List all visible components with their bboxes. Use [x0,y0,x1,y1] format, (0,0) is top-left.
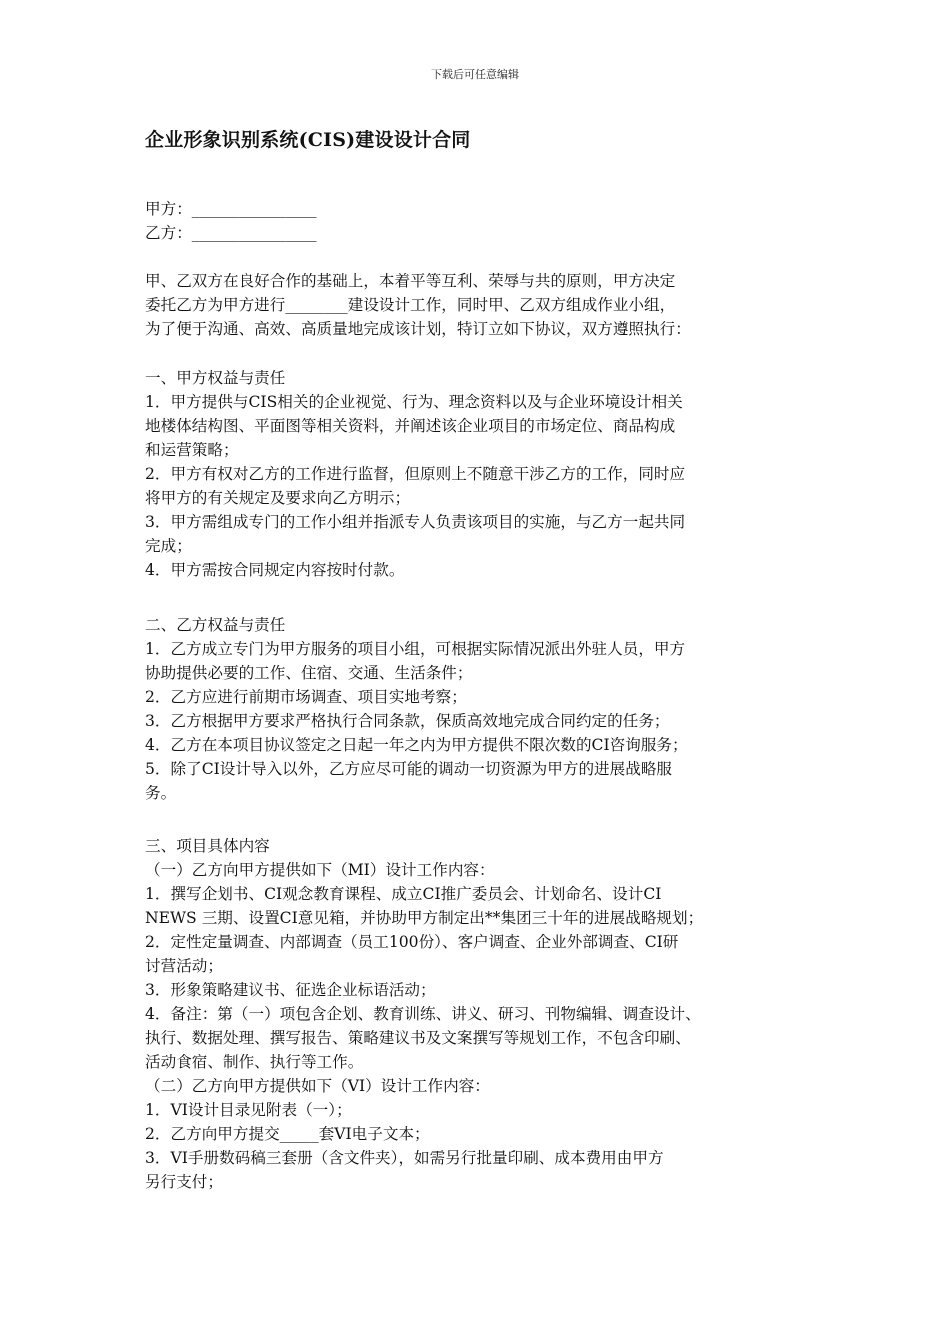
subsection-heading: （一）乙方向甲方提供如下（MI）设计工作内容： [145,861,495,879]
parties-block [145,197,825,245]
section-line: 务。 [145,784,177,802]
section-line: 2．甲方有权对乙方的工作进行监督，但原则上不随意干涉乙方的工作，同时应 [145,465,686,483]
intro-line: 委托乙方为甲方进行________建设设计工作，同时甲、乙双方组成作业小组， [145,296,676,314]
section-line: 1．乙方成立专门为甲方服务的项目小组，可根据实际情况派出外驻人员，甲方 [145,640,686,658]
party-a-line: 甲方：________________ [145,200,317,218]
subsection-heading: （二）乙方向甲方提供如下（VI）设计工作内容： [145,1077,490,1095]
section-project-content [145,834,825,1194]
section-line: 3．形象策略建议书、征选企业标语活动； [145,981,436,999]
intro-line: 为了便于沟通、高效、高质量地完成该计划，特订立如下协议，双方遵照执行： [145,320,691,338]
party-b-line: 乙方：________________ [145,224,317,242]
section-line: 2．乙方向甲方提交_____套VI电子文本； [145,1125,430,1143]
section-heading: 一、甲方权益与责任 [145,369,286,387]
section-line: 2．乙方应进行前期市场调查、项目实地考察； [145,688,467,706]
header-note: 下载后可任意编辑 [431,68,519,81]
section-line: 1．VI设计目录见附表（一）； [145,1101,352,1119]
section-party-a-duties [145,366,825,582]
intro-line: 甲、乙双方在良好合作的基础上，本着平等互利、荣辱与共的原则，甲方决定 [145,272,676,290]
section-line: 执行、数据处理、撰写报告、策略建议书及文案撰写等规划工作，不包含印刷、 [145,1029,691,1047]
section-line: 4．备注：第（一）项包含企划、教育训练、讲义、研习、刊物编辑、调查设计、 [145,1005,701,1023]
section-line: 5．除了CI设计导入以外，乙方应尽可能的调动一切资源为甲方的进展战略服 [145,760,673,778]
section-line: 地楼体结构图、平面图等相关资料，并阐述该企业项目的市场定位、商品构成 [145,417,676,435]
section-line: 另行支付； [145,1173,223,1191]
section-line: 4．乙方在本项目协议签定之日起一年之内为甲方提供不限次数的CI咨询服务； [145,736,688,754]
section-line: 将甲方的有关规定及要求向乙方明示； [145,489,411,507]
section-line: 完成； [145,537,192,555]
section-line: 讨营活动； [145,957,223,975]
section-line: 3．甲方需组成专门的工作小组并指派专人负责该项目的实施，与乙方一起共同 [145,513,686,531]
section-party-b-duties [145,613,825,805]
section-line: 协助提供必要的工作、住宿、交通、生活条件； [145,664,473,682]
section-line: 2．定性定量调查、内部调查（员工100份）、客户调查、企业外部调查、CI研 [145,933,679,951]
section-line: 1．甲方提供与CIS相关的企业视觉、行为、理念资料以及与企业环境设计相关 [145,393,683,411]
section-line: 活动食宿、制作、执行等工作。 [145,1053,364,1071]
section-heading: 二、乙方权益与责任 [145,616,286,634]
section-line: 和运营策略； [145,441,239,459]
document-title: 企业形象识别系统(CIS)建设设计合同 [145,129,471,151]
section-line: 1．撰写企划书、CI观念教育课程、成立CI推广委员会、计划命名、设计CI [145,885,662,903]
section-heading: 三、项目具体内容 [145,837,270,855]
section-line: NEWS 三期、设置CI意见箱，并协助甲方制定出**集团三十年的进展战略规划； [145,909,704,927]
section-line: 3．VI手册数码稿三套册（含文件夹），如需另行批量印刷、成本费用由甲方 [145,1149,664,1167]
section-line: 4．甲方需按合同规定内容按时付款。 [145,561,405,579]
section-line: 3．乙方根据甲方要求严格执行合同条款，保质高效地完成合同约定的任务； [145,712,670,730]
intro-paragraph [145,269,825,341]
